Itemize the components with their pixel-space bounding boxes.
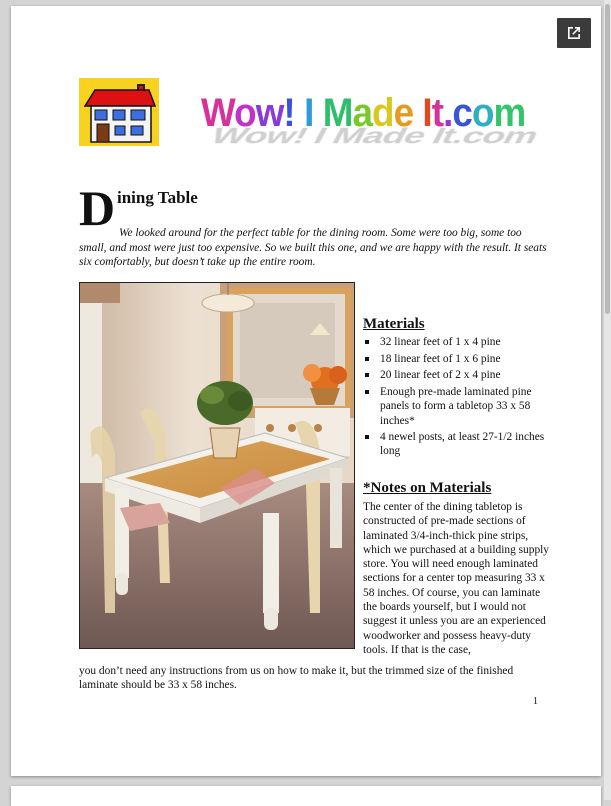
scrollbar[interactable] [604, 0, 611, 800]
document-page [11, 6, 601, 776]
logo-letter: I [422, 91, 432, 135]
title-text: ining Table [117, 188, 198, 207]
materials-list [363, 335, 548, 459]
list-item: 18 linear feet of 1 x 6 pine [363, 352, 548, 366]
notes-paragraph-continued: you don’t need any instructions from us on how to make it, but the trimmed size of the finished laminate should be 33 x 58 inches. [79, 665, 514, 692]
logo-letter: c [452, 91, 472, 135]
logo-letter: M [322, 91, 353, 135]
list-item: Enough pre-made laminated pine panels to form a tabletop 33 x 58 inches* [363, 385, 548, 428]
dining-table-photo [79, 282, 355, 649]
logo-letter: d [372, 91, 394, 135]
logo-letter: m [493, 91, 526, 135]
logo-letter: . [443, 91, 453, 135]
logo-letter: t [431, 91, 444, 135]
list-item: 20 linear feet of 2 x 4 pine [363, 368, 548, 382]
intro-paragraph: We looked around for the perfect table for the dining room. Some were too big, some too small, and most were just too expensive. So we built this one, and we are happy with the result. It seats six comfortably, but doesn’t take up the entire room. [79, 227, 547, 269]
logo-letter: o [234, 91, 256, 135]
materials-heading: Materials [363, 316, 425, 332]
materials-section [363, 316, 548, 461]
scrollbar-thumb[interactable] [605, 4, 610, 314]
title-drop-cap: D [79, 180, 116, 236]
house-logo-icon [79, 78, 159, 146]
logo-letter: e [393, 91, 414, 135]
logo-letter: w [255, 91, 284, 135]
list-item: 4 newel posts, at least 27-1/2 inches long [363, 430, 548, 458]
open-in-new-icon [566, 25, 582, 41]
notes-heading: *Notes on Materials [363, 480, 492, 496]
logo-letter: a [352, 91, 373, 135]
logo-letter [413, 91, 422, 135]
logo-wordmark [201, 88, 525, 138]
logo-letter: ! [283, 91, 295, 135]
logo-shadow: Wow! I Made It.com [205, 124, 543, 149]
open-in-new-button[interactable] [557, 18, 591, 48]
page-number: 1 [533, 696, 538, 707]
list-item: 32 linear feet of 1 x 4 pine [363, 335, 548, 349]
next-page [11, 786, 601, 806]
logo-letter: W [201, 91, 235, 135]
logo-letter [295, 91, 304, 135]
site-logo [201, 88, 543, 149]
logo-letter: o [471, 91, 494, 135]
logo-letter: I [304, 91, 314, 135]
logo-letter [313, 91, 322, 135]
notes-paragraph: The center of the dining tabletop is constructed of pre-made sections of laminated 3/4-inch-thick pine strips, which we purchased at a building supply store. You will need enough laminated sections for a center top measuring 33 x 58 inches. Of course, you can laminate the boards yourself, but I would not suggest it unless you are an experienced woodworker and possess heavy-duty tools. If that is the case, [363, 501, 550, 656]
